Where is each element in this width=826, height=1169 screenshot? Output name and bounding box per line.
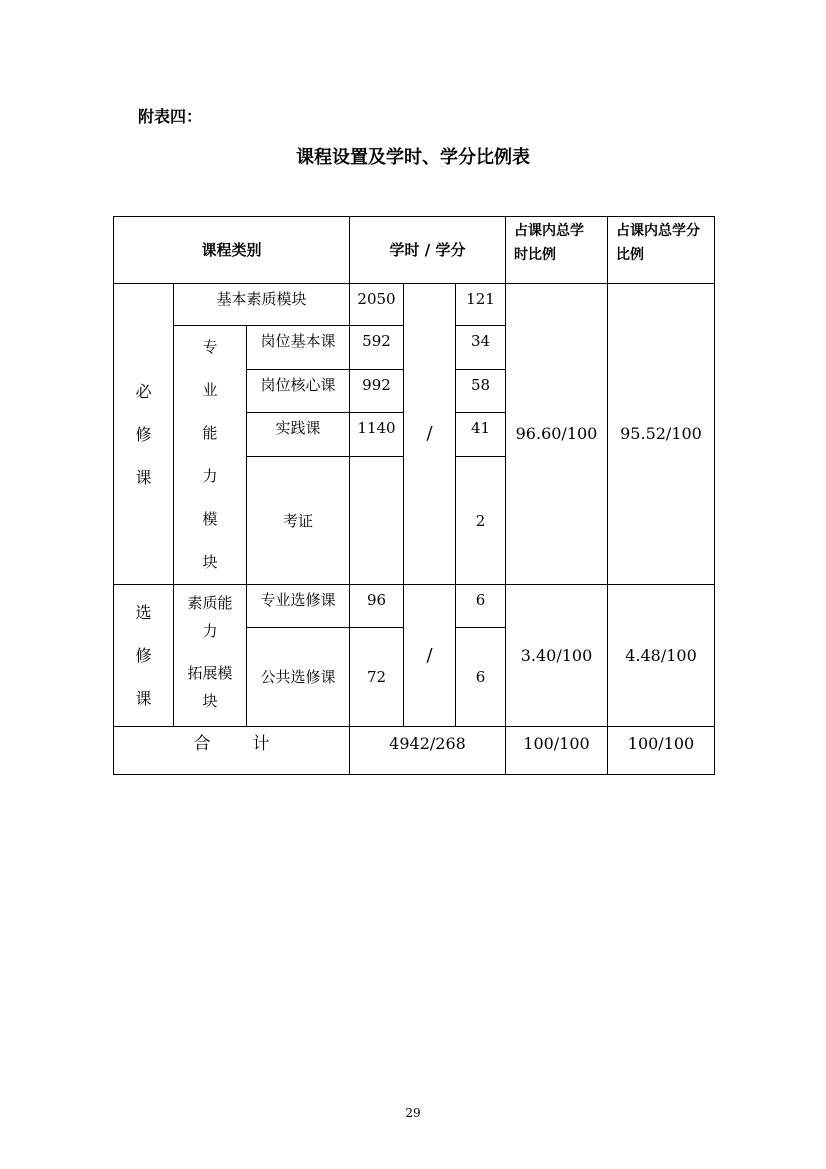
page-number: 29 [405, 1106, 421, 1120]
header-row [114, 217, 715, 284]
course-credits: 6 [456, 585, 506, 628]
header-category: 课程类别 [114, 217, 350, 284]
required-label [114, 284, 174, 585]
table-row [114, 284, 715, 326]
course-name: 岗位核心课 [247, 369, 350, 413]
header-hours-ratio-line2: 时比例 [514, 247, 556, 263]
total-hours-credits: 4942/268 [350, 727, 506, 775]
required-char: 必 [135, 381, 152, 401]
total-credit-ratio: 100/100 [608, 727, 715, 775]
basic-module-credits: 121 [456, 284, 506, 326]
total-label-right: 计 [252, 734, 270, 754]
course-name: 岗位基本课 [247, 326, 350, 370]
elective-module-line: 力 [202, 622, 218, 640]
total-label [114, 727, 350, 775]
professional-module-label [174, 326, 247, 585]
required-hours-ratio: 96.60/100 [506, 284, 608, 585]
professional-char: 能 [202, 424, 218, 442]
elective-module-line: 块 [202, 692, 218, 710]
required-separator: / [404, 284, 456, 585]
elective-char: 修 [135, 646, 152, 665]
header-credit-ratio [608, 217, 715, 284]
elective-hours-ratio: 3.40/100 [506, 585, 608, 727]
professional-char: 业 [202, 381, 218, 399]
document-title: 课程设置及学时、学分比例表 [296, 147, 530, 168]
elective-module-line: 拓展模 [187, 664, 233, 682]
course-hours: 1140 [350, 413, 404, 457]
professional-char: 力 [202, 467, 218, 485]
course-hours: 96 [350, 585, 404, 628]
table-row [114, 585, 715, 628]
course-ratio-table [113, 216, 715, 775]
basic-module-hours: 2050 [350, 284, 404, 326]
elective-char: 选 [135, 603, 152, 622]
appendix-label: 附表四： [138, 107, 203, 126]
professional-char: 块 [202, 553, 218, 571]
header-credit-ratio-line2: 比例 [616, 247, 644, 263]
total-row [114, 727, 715, 775]
course-hours: 992 [350, 369, 404, 413]
course-hours: 72 [350, 628, 404, 727]
elective-label [114, 585, 174, 727]
required-char: 修 [135, 424, 152, 444]
header-hours-credits: 学时 / 学分 [350, 217, 506, 284]
course-name: 专业选修课 [247, 585, 350, 628]
course-name: 实践课 [247, 413, 350, 457]
course-credits: 58 [456, 369, 506, 413]
elective-separator: / [404, 585, 456, 727]
header-credit-ratio-line1: 占课内总学分 [616, 223, 700, 239]
course-name: 考证 [247, 457, 350, 585]
elective-char: 课 [135, 689, 152, 708]
course-credits: 2 [456, 457, 506, 585]
elective-module-line: 素质能 [187, 594, 233, 612]
total-hours-ratio: 100/100 [506, 727, 608, 775]
elective-module-label [174, 585, 247, 727]
elective-credit-ratio: 4.48/100 [608, 585, 715, 727]
professional-char: 模 [202, 510, 218, 528]
professional-char: 专 [202, 338, 218, 356]
required-credit-ratio: 95.52/100 [608, 284, 715, 585]
course-hours: 592 [350, 326, 404, 370]
total-label-left: 合 [193, 734, 211, 754]
required-char: 课 [135, 467, 152, 487]
course-credits: 34 [456, 326, 506, 370]
course-credits: 6 [456, 628, 506, 727]
course-credits: 41 [456, 413, 506, 457]
header-hours-ratio [506, 217, 608, 284]
basic-module-name: 基本素质模块 [174, 284, 350, 326]
course-name: 公共选修课 [247, 628, 350, 727]
course-hours [350, 457, 404, 585]
header-hours-ratio-line1: 占课内总学 [514, 223, 584, 239]
